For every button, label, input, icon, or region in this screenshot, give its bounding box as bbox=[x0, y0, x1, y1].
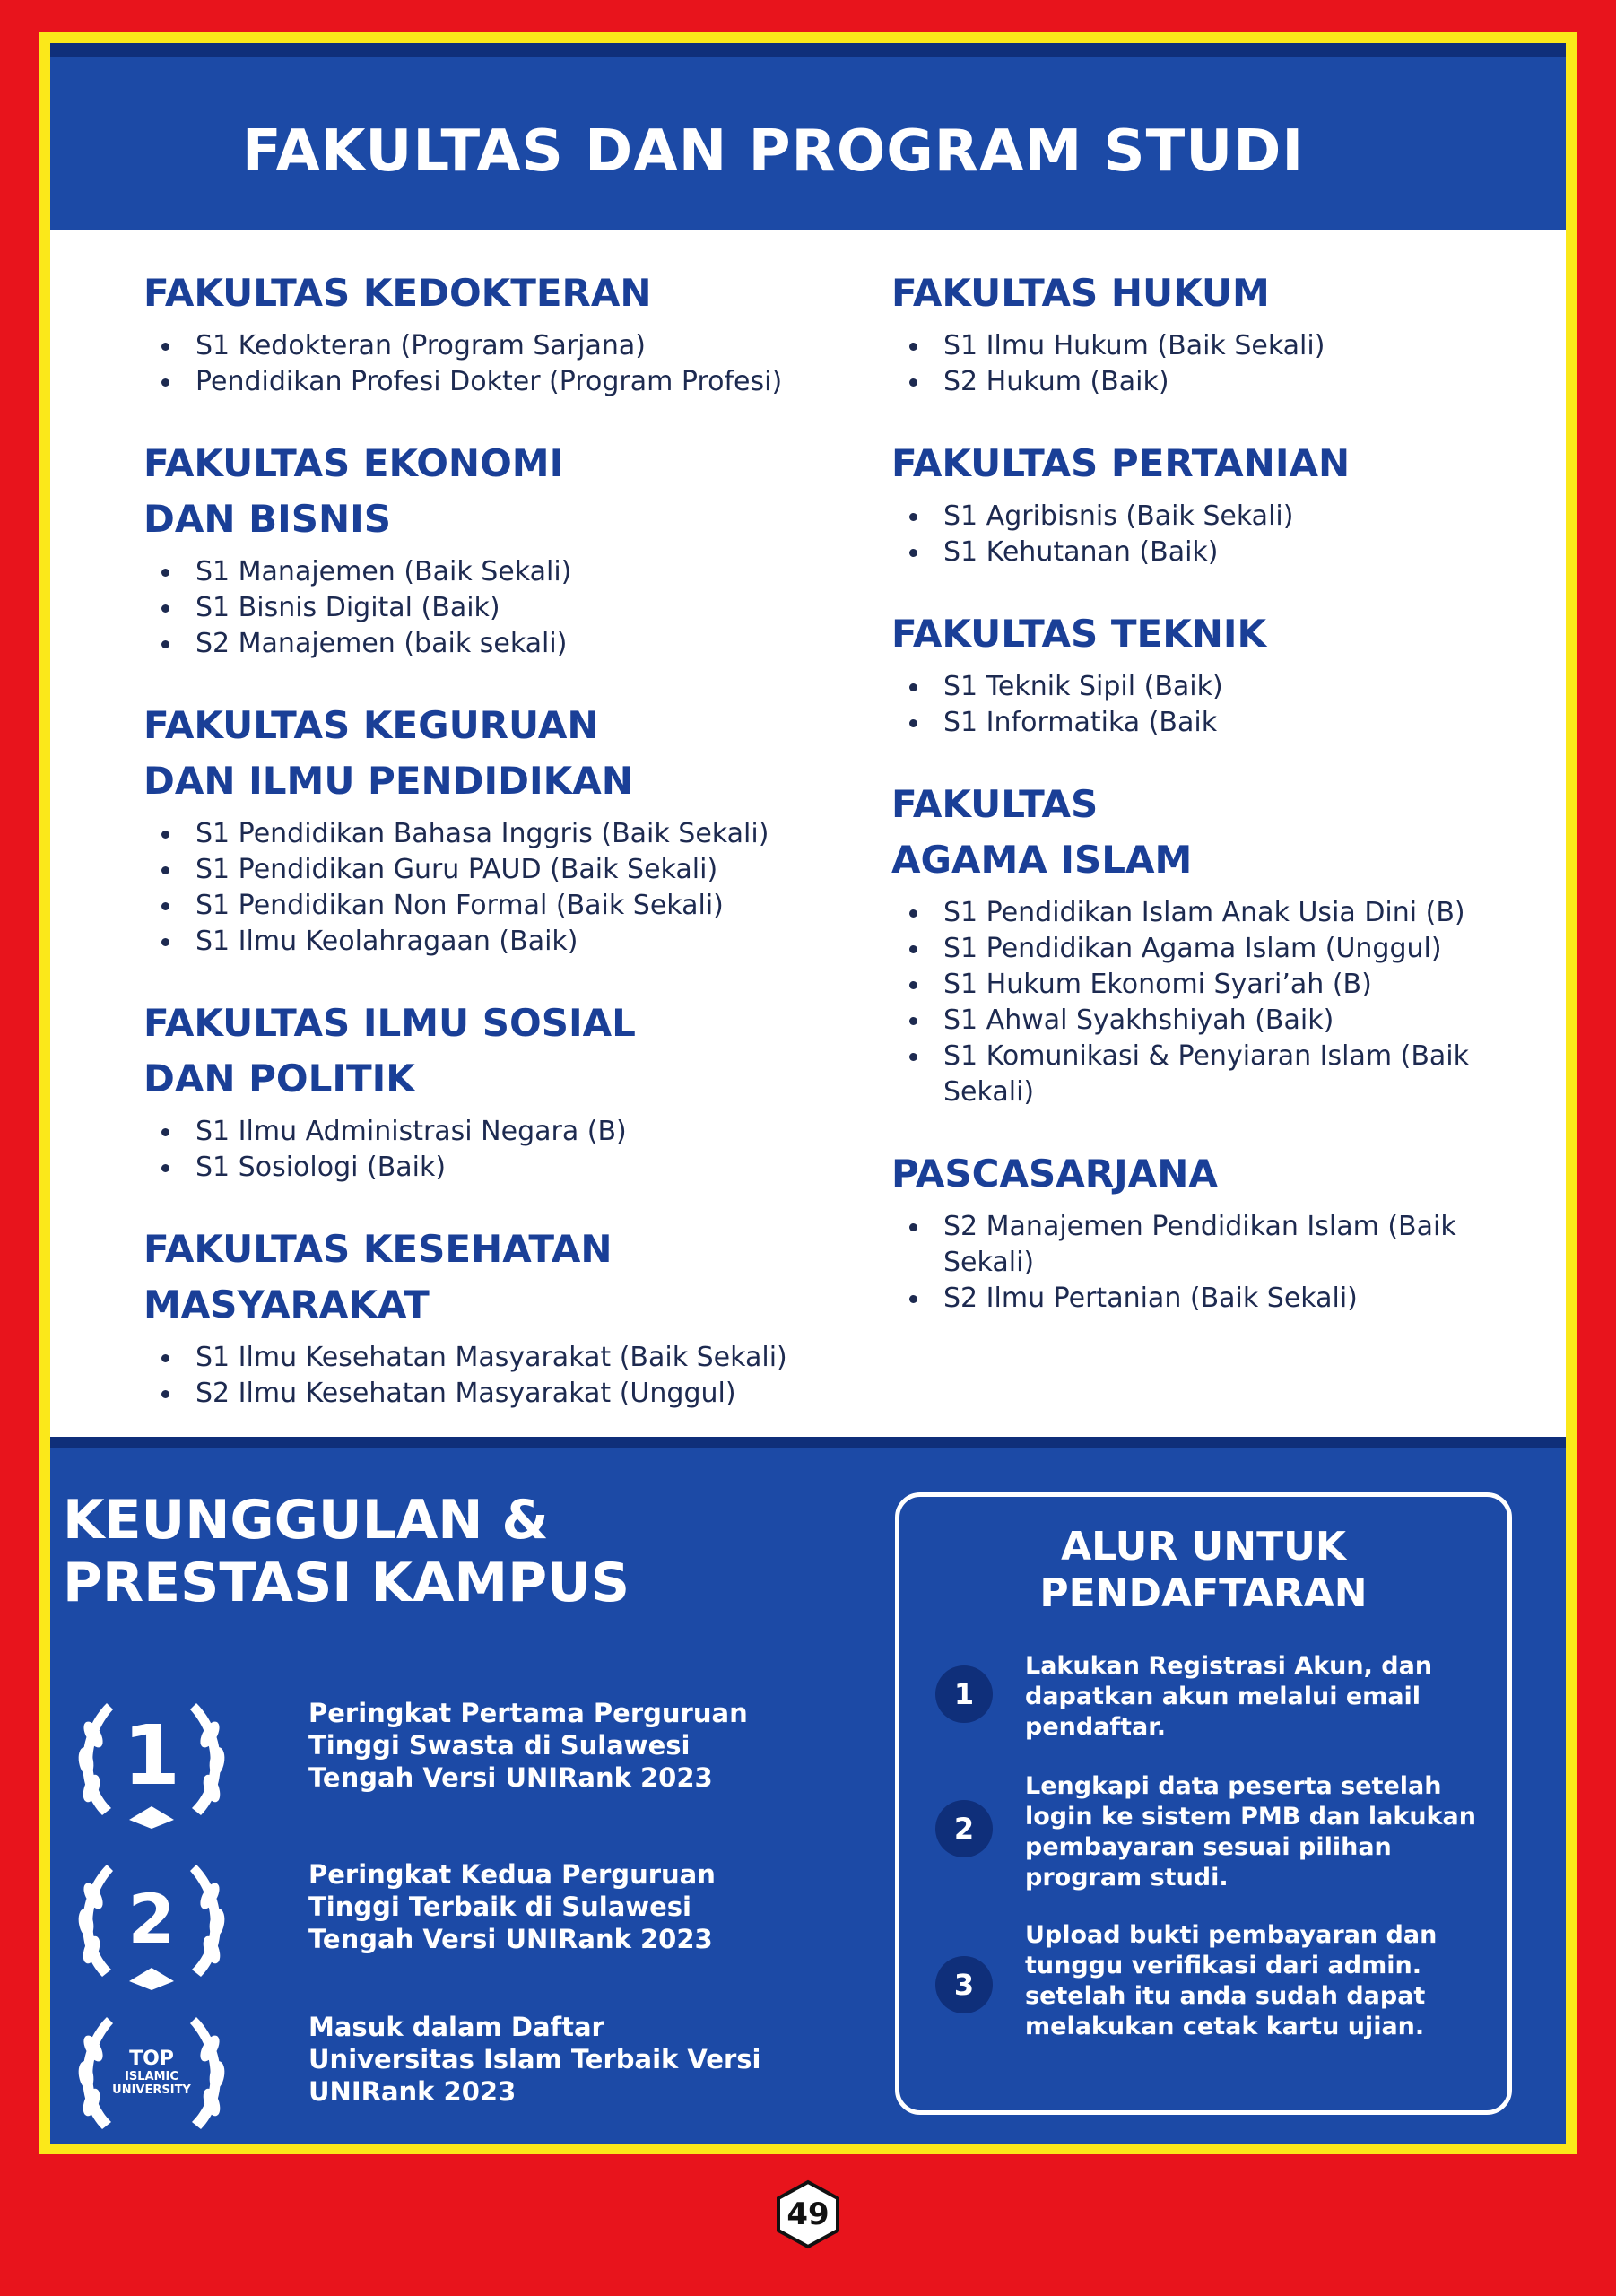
faculty-block bbox=[143, 1222, 915, 1412]
program-item: Pendidikan Profesi Dokter (Program Profesi) bbox=[156, 364, 915, 400]
step-text: Lakukan Registrasi Akun, dan dapatkan akun melalui email pendaftar. bbox=[1025, 1652, 1433, 1741]
faculty-title: FAKULTAS EKONOMI DAN BISNIS bbox=[143, 441, 564, 541]
faculty-block bbox=[891, 606, 1537, 741]
program-item: S1 Bisnis Digital (Baik) bbox=[156, 590, 915, 626]
program-item: S2 Ilmu Pertanian (Baik Sekali) bbox=[904, 1281, 1537, 1317]
faculty-block bbox=[143, 996, 915, 1186]
step-number-badge: 1 bbox=[935, 1665, 993, 1723]
program-item: S1 Komunikasi & Penyiaran Islam (Baik Sekali) bbox=[904, 1039, 1537, 1110]
advantages-title: KEUNGGULAN & PRESTASI KAMPUS bbox=[63, 1489, 630, 1614]
faculty-block bbox=[891, 265, 1537, 400]
achievement-item bbox=[66, 1672, 748, 1842]
program-item: S1 Sosiologi (Baik) bbox=[156, 1150, 915, 1186]
page-title: FAKULTAS DAN PROGRAM STUDI bbox=[242, 118, 1305, 185]
program-list bbox=[143, 554, 915, 662]
achievement-text: Masuk dalam Daftar Universitas Islam Terbaik Versi UNIRank 2023 bbox=[308, 2012, 761, 2107]
faculty-title: FAKULTAS ILMU SOSIAL DAN POLITIK bbox=[143, 1001, 636, 1100]
program-item: S1 Ilmu Hukum (Baik Sekali) bbox=[904, 328, 1537, 364]
program-list bbox=[143, 1114, 915, 1186]
program-item: S1 Pendidikan Guru PAUD (Baik Sekali) bbox=[156, 852, 915, 888]
program-item: S1 Pendidikan Non Formal (Baik Sekali) bbox=[156, 888, 915, 924]
program-item: S1 Agribisnis (Baik Sekali) bbox=[904, 499, 1537, 535]
program-list bbox=[891, 328, 1537, 400]
program-item: S1 Ilmu Administrasi Negara (B) bbox=[156, 1114, 915, 1150]
program-item: S1 Informatika (Baik bbox=[904, 705, 1537, 741]
top-islamic-university-icon bbox=[66, 1986, 237, 2144]
program-list bbox=[891, 669, 1537, 741]
svg-text:UNIVERSITY: UNIVERSITY bbox=[112, 2083, 191, 2097]
registration-title: ALUR UNTUK PENDAFTARAN bbox=[1039, 1524, 1368, 1616]
program-list bbox=[891, 895, 1537, 1110]
achievement-item bbox=[66, 1833, 748, 2004]
faculty-title: FAKULTAS KESEHATAN MASYARAKAT bbox=[143, 1227, 613, 1326]
achievement-item bbox=[66, 1986, 761, 2144]
faculty-title: FAKULTAS TEKNIK bbox=[891, 612, 1267, 656]
step-number-badge: 2 bbox=[935, 1800, 993, 1857]
program-item: S2 Manajemen (baik sekali) bbox=[156, 626, 915, 662]
step-number-badge: 3 bbox=[935, 1956, 993, 2013]
faculty-block bbox=[891, 777, 1537, 1110]
faculty-block bbox=[143, 698, 915, 960]
svg-text:1: 1 bbox=[122, 1708, 181, 1804]
faculty-block bbox=[143, 436, 915, 662]
program-item: S2 Hukum (Baik) bbox=[904, 364, 1537, 400]
program-item: S1 Pendidikan Bahasa Inggris (Baik Sekali) bbox=[156, 816, 915, 852]
faculty-title: FAKULTAS PERTANIAN bbox=[891, 441, 1351, 485]
laurel-rank-1-icon bbox=[66, 1672, 237, 1842]
program-list bbox=[143, 1340, 915, 1412]
svg-text:ISLAMIC: ISLAMIC bbox=[125, 2070, 178, 2083]
step-text: Lengkapi data peserta setelah login ke sistem PMB dan lakukan pembayaran sesuai pilihan program studi. bbox=[1025, 1772, 1476, 1892]
faculty-block bbox=[143, 265, 915, 400]
program-item: S1 Kehutanan (Baik) bbox=[904, 535, 1537, 570]
faculty-title: FAKULTAS KEDOKTERAN bbox=[143, 271, 652, 315]
registration-flow-box bbox=[895, 1492, 1512, 2115]
program-item: S2 Manajemen Pendidikan Islam (Baik Sekali) bbox=[904, 1209, 1537, 1281]
program-item: S2 Ilmu Kesehatan Masyarakat (Unggul) bbox=[156, 1376, 915, 1412]
program-item: S1 Teknik Sipil (Baik) bbox=[904, 669, 1537, 705]
svg-text:2: 2 bbox=[127, 1879, 176, 1959]
achievement-text: Peringkat Pertama Perguruan Tinggi Swasta di Sulawesi Tengah Versi UNIRank 2023 bbox=[308, 1698, 748, 1793]
program-list bbox=[143, 816, 915, 960]
program-item: S1 Pendidikan Islam Anak Usia Dini (B) bbox=[904, 895, 1537, 931]
page-number-badge bbox=[773, 2179, 843, 2249]
step-text: Upload bukti pembayaran dan tunggu verifikasi dari admin. setelah itu anda sudah dapat melakukan cetak kartu ujian. bbox=[1025, 1921, 1438, 2040]
header-banner bbox=[50, 43, 1566, 230]
achievement-text: Peringkat Kedua Perguruan Tinggi Terbaik di Sulawesi Tengah Versi UNIRank 2023 bbox=[308, 1859, 716, 1954]
program-list bbox=[891, 499, 1537, 570]
program-item: S1 Ilmu Kesehatan Masyarakat (Baik Sekali) bbox=[156, 1340, 915, 1376]
faculty-title: PASCASARJANA bbox=[891, 1152, 1218, 1196]
program-list bbox=[891, 1209, 1537, 1317]
faculty-column-left bbox=[143, 265, 915, 1448]
faculty-block bbox=[891, 1146, 1537, 1317]
program-item: S1 Ahwal Syakhshiyah (Baik) bbox=[904, 1003, 1537, 1039]
page-content bbox=[50, 43, 1566, 2144]
faculty-column-right bbox=[891, 265, 1537, 1352]
bottom-section bbox=[50, 1437, 1566, 2144]
page-number: 49 bbox=[786, 2196, 830, 2232]
faculty-title: FAKULTAS AGAMA ISLAM bbox=[891, 782, 1193, 882]
program-item: S1 Manajemen (Baik Sekali) bbox=[156, 554, 915, 590]
faculty-block bbox=[891, 436, 1537, 570]
program-item: S1 Kedokteran (Program Sarjana) bbox=[156, 328, 915, 364]
program-item: S1 Hukum Ekonomi Syari’ah (B) bbox=[904, 967, 1537, 1003]
svg-text:TOP: TOP bbox=[129, 2048, 174, 2070]
program-item: S1 Ilmu Keolahragaan (Baik) bbox=[156, 924, 915, 960]
program-item: S1 Pendidikan Agama Islam (Unggul) bbox=[904, 931, 1537, 967]
faculty-title: FAKULTAS HUKUM bbox=[891, 271, 1270, 315]
laurel-rank-2-icon bbox=[66, 1833, 237, 2004]
program-list bbox=[143, 328, 915, 400]
faculty-title: FAKULTAS KEGURUAN DAN ILMU PENDIDIKAN bbox=[143, 703, 633, 803]
